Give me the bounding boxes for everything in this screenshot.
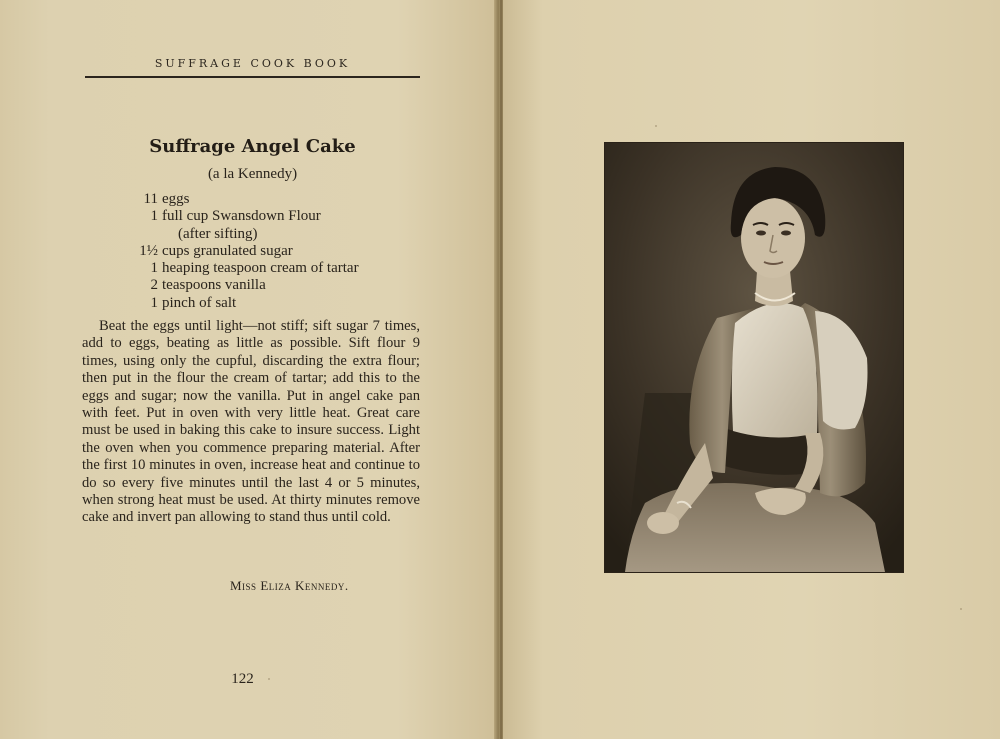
ingredient-item (136, 277, 359, 294)
ingredient-quantity: 1 (150, 208, 158, 225)
ingredient-quantity: 1 (150, 260, 158, 277)
header-rule (85, 76, 420, 78)
page-number: 122 (231, 671, 254, 687)
ingredient-text: cups granulated sugar (162, 242, 293, 259)
recipe-title: Suffrage Angel Cake (149, 136, 356, 157)
ingredient-item (136, 191, 359, 208)
ingredient-text: full cup Swansdown Flour (162, 208, 321, 225)
ingredient-quantity: 11 (143, 191, 158, 207)
paper-speck (960, 608, 962, 610)
paper-speck (268, 678, 270, 680)
paper-speck (655, 125, 657, 127)
ingredient-quantity: 2 (150, 277, 158, 294)
ingredient-item (136, 295, 359, 312)
portrait-photo (605, 143, 903, 572)
recipe-subtitle: (a la Kennedy) (207, 166, 298, 182)
ingredient-item (136, 208, 359, 225)
ingredient-text: teaspoons vanilla (162, 277, 266, 294)
ingredient-text: heaping teaspoon cream of tartar (162, 260, 359, 277)
running-head: SUFFRAGE COOK BOOK (154, 57, 351, 70)
ingredient-list (136, 191, 359, 312)
ingredient-quantity: 1 (150, 294, 158, 311)
ingredient-text: pinch of salt (162, 294, 237, 311)
recipe-instructions: Beat the eggs until light—not stiff; sift sugar 7 times, add to eggs, beating as little as possible. Sift flour 9 times, using only the cupful, discarding the extra flour; then put in the flour the cream of tartar; add this to the eggs and sugar; now the vanilla. Put in angel cake pan with feet. Put in oven with very little heat. Great care must be used in baking this cake to insure success. Light the oven when you commence preparing material. After the first 10 minutes in oven, increase heat and continue to do so every five minutes until the last 4 or 5 minutes, when strong heat must be used. At thirty minutes remove cake and invert pan allowing to stand thus until cold. (82, 318, 420, 526)
left-page (0, 0, 497, 739)
ingredient-text: (after sifting) (178, 225, 258, 242)
ingredient-text: eggs (162, 191, 190, 207)
recipe-signature: Miss Eliza Kennedy. (230, 578, 349, 593)
ingredient-item (136, 243, 359, 260)
ingredient-quantity: 1½ (139, 242, 158, 259)
ingredient-item (136, 226, 359, 243)
portrait-illustration (605, 143, 903, 572)
ingredient-item (136, 260, 359, 277)
